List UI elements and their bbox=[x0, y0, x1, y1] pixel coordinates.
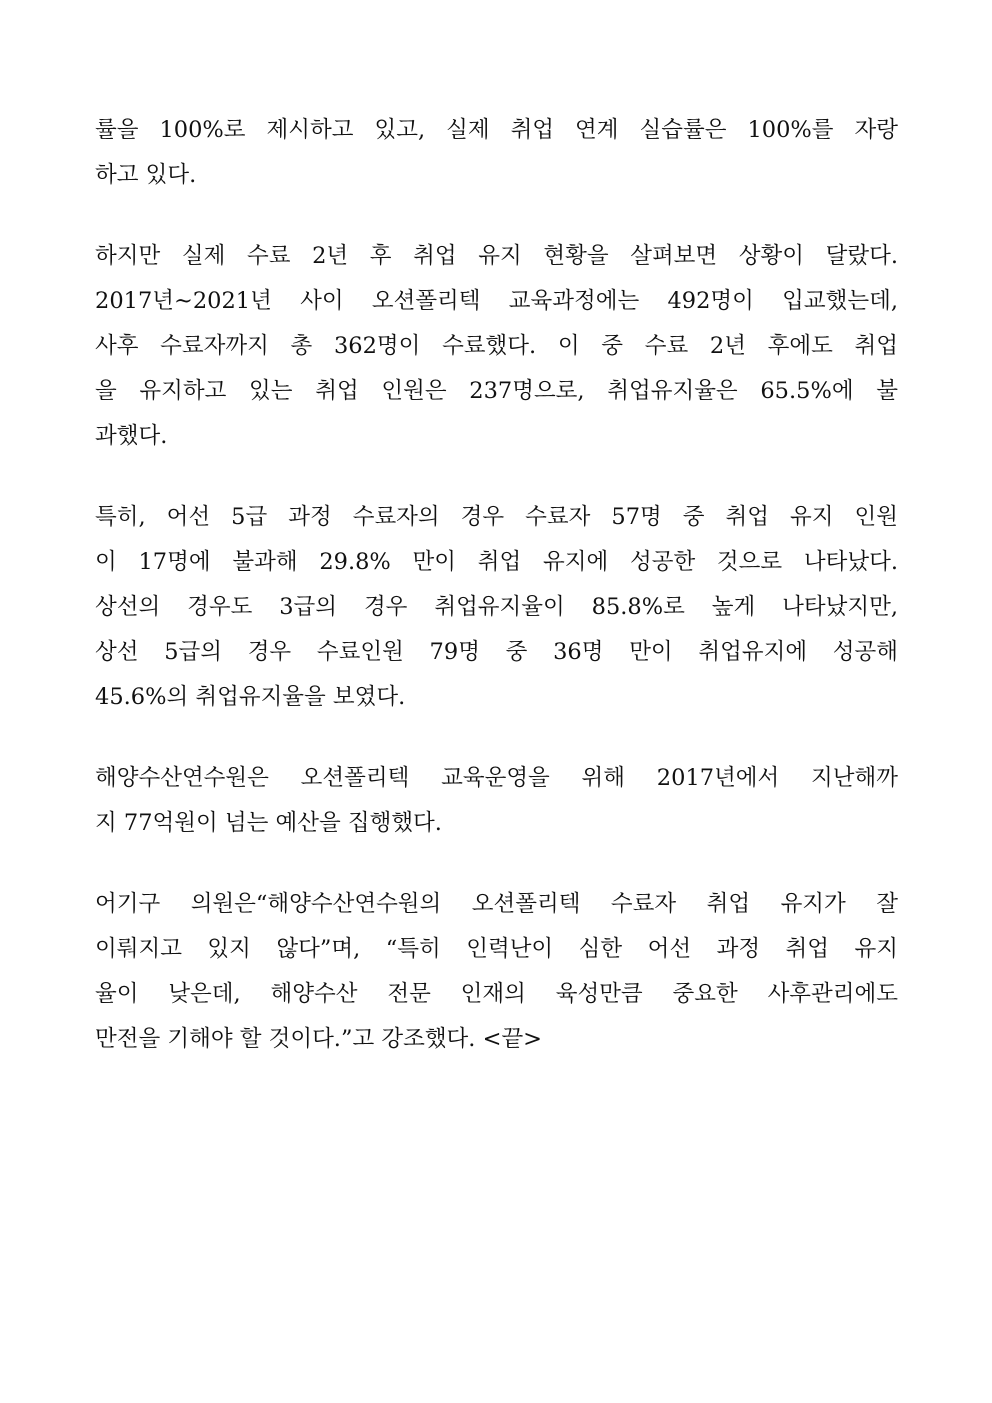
text-line: 해양수산연수원은 오션폴리텍 교육운영을 위해 2017년에서 지난해까 bbox=[95, 765, 898, 791]
text-line: 을 유지하고 있는 취업 인원은 237명으로, 취업유지율은 65.5%에 불 bbox=[95, 378, 898, 404]
text-line: 2017년~2021년 사이 오션폴리텍 교육과정에는 492명이 입교했는데, bbox=[95, 288, 898, 314]
text-line: 이뤄지고 있지 않다”며, “특히 인력난이 심한 어선 과정 취업 유지 bbox=[95, 936, 898, 962]
paragraph-quote bbox=[95, 882, 898, 1062]
text-line: 과했다. bbox=[95, 423, 168, 449]
paragraph-practice-rate bbox=[95, 108, 898, 198]
text-line: 만전을 기해야 할 것이다.”고 강조했다. <끝> bbox=[95, 1026, 543, 1052]
text-line: 45.6%의 취업유지율을 보였다. bbox=[95, 684, 406, 710]
text-line: 하고 있다. bbox=[95, 162, 197, 188]
text-line: 율이 낮은데, 해양수산 전문 인재의 육성만큼 중요한 사후관리에도 bbox=[95, 981, 898, 1007]
text-line: 지 77억원이 넘는 예산을 집행했다. bbox=[95, 810, 442, 836]
text-line: 이 17명에 불과해 29.8% 만이 취업 유지에 성공한 것으로 나타났다. bbox=[95, 549, 898, 575]
text-line: 사후 수료자까지 총 362명이 수료했다. 이 중 수료 2년 후에도 취업 bbox=[95, 333, 898, 359]
text-line: 특히, 어선 5급 과정 수료자의 경우 수료자 57명 중 취업 유지 인원 bbox=[95, 504, 898, 530]
paragraph-budget bbox=[95, 756, 898, 846]
paragraph-employment-retention bbox=[95, 234, 898, 459]
text-line: 하지만 실제 수료 2년 후 취업 유지 현황을 살펴보면 상황이 달랐다. bbox=[95, 243, 898, 269]
document-body bbox=[95, 108, 898, 1098]
text-line: 상선의 경우도 3급의 경우 취업유지율이 85.8%로 높게 나타났지만, bbox=[95, 594, 898, 620]
paragraph-course-details bbox=[95, 495, 898, 720]
text-line: 어기구 의원은“해양수산연수원의 오션폴리텍 수료자 취업 유지가 잘 bbox=[95, 891, 898, 917]
text-line: 률을 100%로 제시하고 있고, 실제 취업 연계 실습률은 100%를 자랑 bbox=[95, 117, 898, 143]
text-line: 상선 5급의 경우 수료인원 79명 중 36명 만이 취업유지에 성공해 bbox=[95, 639, 898, 665]
